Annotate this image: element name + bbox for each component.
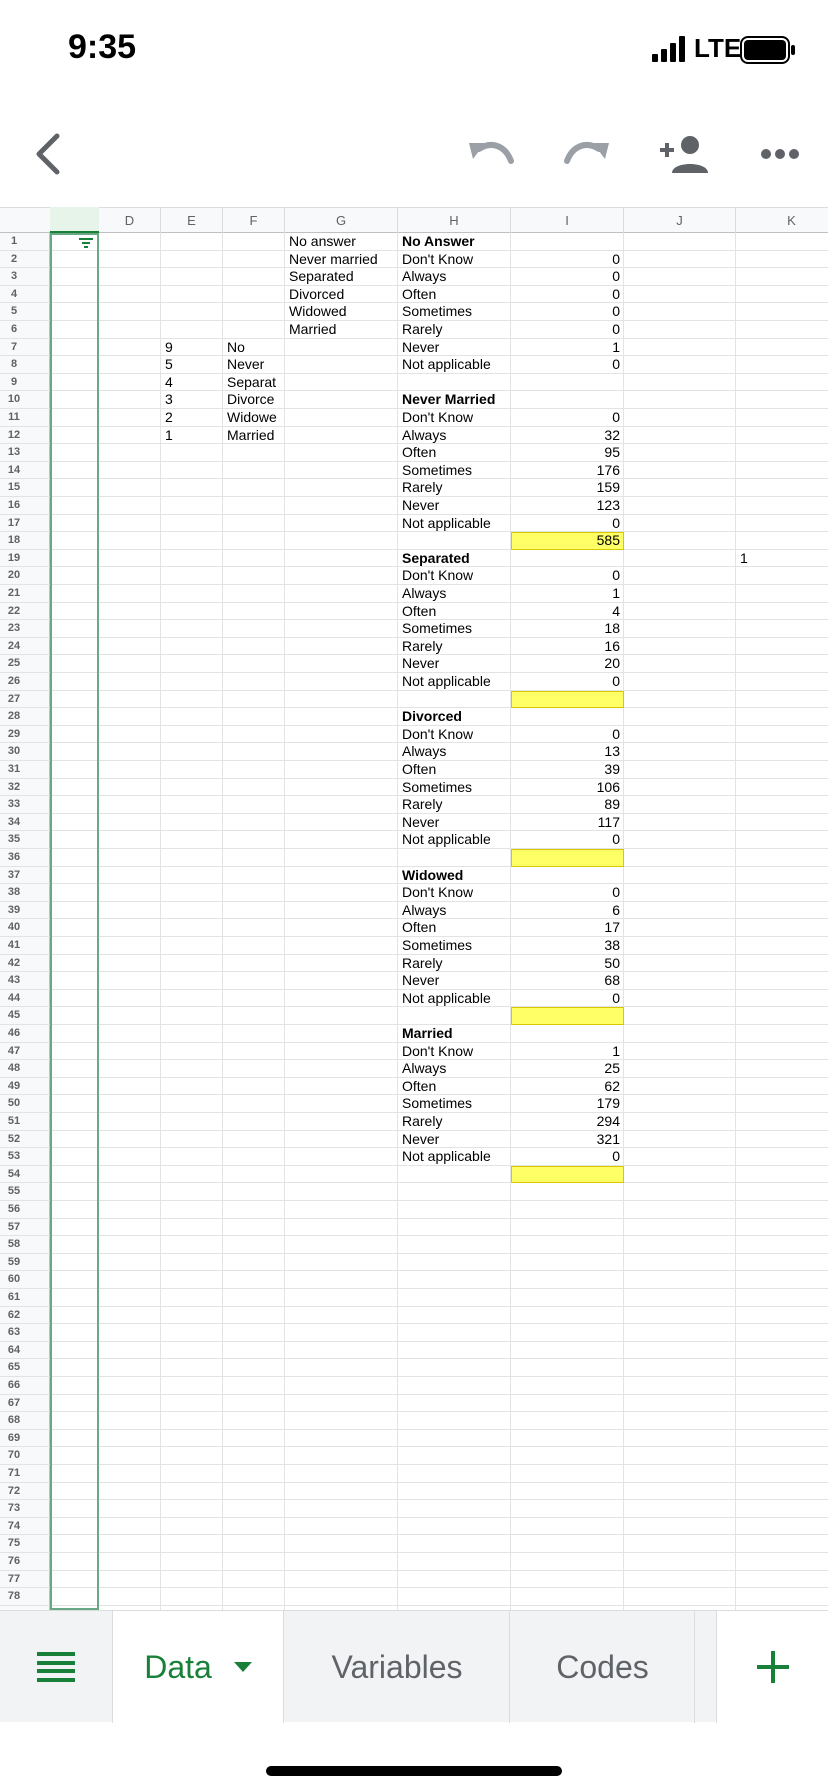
row-header-3[interactable]: 3 xyxy=(0,268,50,286)
undo-button[interactable] xyxy=(461,124,521,184)
cell-H39[interactable]: Always xyxy=(402,901,447,918)
cell-I25[interactable]: 20 xyxy=(604,655,620,672)
cell-I7[interactable]: 1 xyxy=(612,338,620,355)
row-header-15[interactable]: 15 xyxy=(0,479,50,497)
spreadsheet-grid[interactable] xyxy=(0,207,828,1610)
row-header-25[interactable]: 25 xyxy=(0,655,50,673)
row-header-77[interactable]: 77 xyxy=(0,1571,50,1589)
row-gridline xyxy=(50,1517,828,1518)
cell-H17[interactable]: Not applicable xyxy=(402,514,491,531)
cell-H5[interactable]: Sometimes xyxy=(402,303,473,320)
cell-H47[interactable]: Don't Know xyxy=(402,1042,474,1059)
row-gridline xyxy=(50,1253,828,1254)
chevron-down-icon xyxy=(234,1662,252,1672)
cell-I50[interactable]: 179 xyxy=(596,1095,620,1112)
network-label: LTE xyxy=(694,33,742,63)
cell-I34[interactable]: 117 xyxy=(597,813,620,830)
cell-H40[interactable]: Often xyxy=(402,919,437,936)
cell-I12[interactable]: 32 xyxy=(604,426,620,443)
status-bar xyxy=(0,0,828,100)
tab-data[interactable] xyxy=(112,1611,284,1723)
cell-E10[interactable]: 3 xyxy=(165,391,173,408)
cell-H22[interactable]: Often xyxy=(402,602,437,619)
row-header-30[interactable]: 30 xyxy=(0,743,50,761)
share-button[interactable] xyxy=(654,124,714,184)
row-header-55[interactable]: 55 xyxy=(0,1183,50,1201)
row-gridline xyxy=(50,1376,828,1377)
cell-H31[interactable]: Often xyxy=(402,761,437,777)
cell-H50[interactable]: Sometimes xyxy=(402,1095,473,1112)
cell-I51[interactable]: 294 xyxy=(596,1113,620,1129)
row-header-22[interactable]: 22 xyxy=(0,603,50,621)
column-gridline xyxy=(735,233,736,1610)
cell-H10[interactable]: Never Married xyxy=(402,391,496,408)
cell-I18[interactable]: 585 xyxy=(596,532,620,549)
cell-H24[interactable]: Rarely xyxy=(402,637,443,654)
cells-area[interactable] xyxy=(50,233,828,1610)
row-header-33[interactable]: 33 xyxy=(0,796,50,814)
row-header-bar xyxy=(0,233,50,1610)
cell-I23[interactable]: 18 xyxy=(604,620,620,637)
row-gridline xyxy=(50,1499,828,1500)
undo-icon xyxy=(467,139,515,169)
cell-E11[interactable]: 2 xyxy=(165,409,173,425)
cell-I39[interactable]: 6 xyxy=(612,901,620,918)
cell-H33[interactable]: Rarely xyxy=(402,796,443,813)
cell-I29[interactable]: 0 xyxy=(612,725,620,742)
row-header-24[interactable]: 24 xyxy=(0,638,50,656)
row-gridline xyxy=(50,1218,828,1219)
row-header-56[interactable]: 56 xyxy=(0,1201,50,1219)
row-header-28[interactable]: 28 xyxy=(0,708,50,726)
column-header-H[interactable]: H xyxy=(398,208,511,233)
cell-I3[interactable]: 0 xyxy=(612,268,620,285)
cell-H51[interactable]: Rarely xyxy=(402,1113,443,1129)
tab-codes-label: Codes xyxy=(556,1648,649,1685)
row-gridline xyxy=(50,1552,828,1553)
back-arrow-icon xyxy=(33,132,63,176)
highlighted-total-cell[interactable] xyxy=(511,1007,624,1025)
column-gridline xyxy=(397,233,398,1610)
row-gridline xyxy=(50,1306,828,1307)
row-header-13[interactable]: 13 xyxy=(0,444,50,462)
row-header-5[interactable]: 5 xyxy=(0,303,50,321)
row-header-58[interactable]: 58 xyxy=(0,1236,50,1254)
row-header-36[interactable]: 36 xyxy=(0,849,50,867)
column-header-D[interactable]: D xyxy=(99,208,161,233)
cell-H19[interactable]: Separated xyxy=(402,549,470,566)
cell-I48[interactable]: 25 xyxy=(604,1060,620,1077)
cell-H14[interactable]: Sometimes xyxy=(402,461,473,478)
row-header-8[interactable]: 8 xyxy=(0,356,50,374)
row-gridline xyxy=(50,1411,828,1412)
cell-F11[interactable]: Widowe xyxy=(227,409,277,425)
row-header-27[interactable]: 27 xyxy=(0,691,50,709)
row-header-76[interactable]: 76 xyxy=(0,1553,50,1571)
row-header-26[interactable]: 26 xyxy=(0,673,50,691)
selected-column-C[interactable] xyxy=(50,233,99,1610)
redo-icon xyxy=(563,139,611,169)
row-gridline xyxy=(50,1482,828,1483)
cell-G1[interactable]: No answer xyxy=(289,233,356,249)
cell-G6[interactable]: Married xyxy=(289,321,337,337)
cell-I43[interactable]: 68 xyxy=(604,972,620,989)
cell-H21[interactable]: Always xyxy=(402,585,447,601)
row-header-52[interactable]: 52 xyxy=(0,1131,50,1149)
row-header-46[interactable]: 46 xyxy=(0,1025,50,1043)
cell-G2[interactable]: Never married xyxy=(289,250,378,267)
row-header-41[interactable]: 41 xyxy=(0,937,50,955)
row-header-74[interactable]: 74 xyxy=(0,1518,50,1536)
cell-I44[interactable]: 0 xyxy=(612,989,620,1006)
cell-I2[interactable]: 0 xyxy=(612,250,620,267)
cell-I15[interactable]: 159 xyxy=(596,479,620,496)
cell-I24[interactable]: 16 xyxy=(604,637,620,654)
cell-I8[interactable]: 0 xyxy=(612,356,620,373)
row-header-45[interactable]: 45 xyxy=(0,1007,50,1025)
row-gridline xyxy=(50,1288,828,1289)
add-person-icon xyxy=(658,135,710,173)
row-header-17[interactable]: 17 xyxy=(0,515,50,533)
cell-F9[interactable]: Separat xyxy=(227,373,277,390)
list-menu-icon xyxy=(37,1652,75,1682)
row-header-48[interactable]: 48 xyxy=(0,1060,50,1078)
row-header-40[interactable]: 40 xyxy=(0,919,50,937)
cell-F7[interactable]: No xyxy=(227,338,245,355)
row-header-59[interactable]: 59 xyxy=(0,1254,50,1272)
cell-E7[interactable]: 9 xyxy=(165,338,173,355)
cell-H28[interactable]: Divorced xyxy=(402,708,462,725)
row-gridline xyxy=(50,1464,828,1465)
row-header-67[interactable]: 67 xyxy=(0,1395,50,1413)
row-header-61[interactable]: 61 xyxy=(0,1289,50,1307)
row-header-12[interactable]: 12 xyxy=(0,427,50,445)
row-header-68[interactable]: 68 xyxy=(0,1412,50,1430)
column-header-J[interactable]: J xyxy=(624,208,736,233)
row-header-53[interactable]: 53 xyxy=(0,1148,50,1166)
more-button[interactable] xyxy=(750,124,810,184)
row-header-10[interactable]: 10 xyxy=(0,391,50,409)
row-header-51[interactable]: 51 xyxy=(0,1113,50,1131)
row-gridline xyxy=(50,1429,828,1430)
tab-variables-label: Variables xyxy=(331,1648,463,1685)
column-header-F[interactable]: F xyxy=(223,208,285,233)
row-gridline xyxy=(50,1341,828,1342)
row-header-47[interactable]: 47 xyxy=(0,1043,50,1061)
row-header-21[interactable]: 21 xyxy=(0,585,50,603)
row-header-78[interactable]: 78 xyxy=(0,1588,50,1606)
cell-I52[interactable]: 321 xyxy=(596,1130,620,1147)
cell-I47[interactable]: 1 xyxy=(612,1042,620,1059)
row-gridline xyxy=(50,1323,828,1324)
status-time: 9:35 xyxy=(68,28,137,66)
row-header-54[interactable]: 54 xyxy=(0,1166,50,1184)
cell-H1[interactable]: No Answer xyxy=(402,233,475,249)
row-header-69[interactable]: 69 xyxy=(0,1430,50,1448)
signal-icon xyxy=(652,36,692,62)
cell-H12[interactable]: Always xyxy=(402,426,447,443)
row-header-18[interactable]: 18 xyxy=(0,532,50,550)
highlighted-total-cell[interactable] xyxy=(511,1166,624,1184)
row-header-66[interactable]: 66 xyxy=(0,1377,50,1395)
cell-H25[interactable]: Never xyxy=(402,655,440,672)
home-indicator xyxy=(266,1766,562,1776)
cell-H44[interactable]: Not applicable xyxy=(402,989,491,1006)
cell-H8[interactable]: Not applicable xyxy=(402,356,491,373)
column-gridline xyxy=(160,233,161,1610)
row-header-43[interactable]: 43 xyxy=(0,972,50,990)
row-header-37[interactable]: 37 xyxy=(0,867,50,885)
add-icon xyxy=(757,1651,789,1683)
tab-data-label: Data xyxy=(144,1648,212,1685)
cell-H29[interactable]: Don't Know xyxy=(402,725,474,742)
row-gridline xyxy=(50,1587,828,1588)
cell-I4[interactable]: 0 xyxy=(612,285,620,302)
cell-G5[interactable]: Widowed xyxy=(289,303,347,320)
cell-I11[interactable]: 0 xyxy=(612,409,620,425)
row-header-64[interactable]: 64 xyxy=(0,1342,50,1360)
row-header-38[interactable]: 38 xyxy=(0,884,50,902)
row-header-42[interactable]: 42 xyxy=(0,955,50,973)
row-gridline xyxy=(50,1182,828,1183)
cell-H30[interactable]: Always xyxy=(402,743,447,760)
row-header-6[interactable]: 6 xyxy=(0,321,50,339)
cell-H35[interactable]: Not applicable xyxy=(402,831,491,848)
row-header-72[interactable]: 72 xyxy=(0,1483,50,1501)
cell-I30[interactable]: 13 xyxy=(604,743,620,760)
column-header-I[interactable]: I xyxy=(511,208,624,233)
cell-I5[interactable]: 0 xyxy=(612,303,620,320)
cell-I31[interactable]: 39 xyxy=(604,761,620,777)
cell-I40[interactable]: 17 xyxy=(604,919,620,936)
row-header-75[interactable]: 75 xyxy=(0,1535,50,1553)
cell-F10[interactable]: Divorce xyxy=(227,391,275,408)
row-header-62[interactable]: 62 xyxy=(0,1307,50,1325)
row-gridline xyxy=(50,1235,828,1236)
row-header-29[interactable]: 29 xyxy=(0,726,50,744)
row-header-57[interactable]: 57 xyxy=(0,1219,50,1237)
row-gridline xyxy=(50,1394,828,1395)
row-header-32[interactable]: 32 xyxy=(0,779,50,797)
cell-H16[interactable]: Never xyxy=(402,497,440,513)
row-header-60[interactable]: 60 xyxy=(0,1271,50,1289)
row-header-65[interactable]: 65 xyxy=(0,1359,50,1377)
column-header-bar xyxy=(0,207,828,233)
cell-H23[interactable]: Sometimes xyxy=(402,620,473,637)
cell-I26[interactable]: 0 xyxy=(612,673,620,689)
row-header-31[interactable]: 31 xyxy=(0,761,50,779)
redo-button[interactable] xyxy=(557,124,617,184)
cell-I14[interactable]: 176 xyxy=(596,461,620,478)
cell-I38[interactable]: 0 xyxy=(612,884,620,901)
highlighted-total-cell[interactable] xyxy=(511,691,624,709)
row-gridline xyxy=(50,1570,828,1571)
cell-H46[interactable]: Married xyxy=(402,1025,453,1041)
cell-I16[interactable]: 123 xyxy=(596,497,620,513)
cell-H38[interactable]: Don't Know xyxy=(402,884,474,901)
cell-H20[interactable]: Don't Know xyxy=(402,567,474,584)
row-header-23[interactable]: 23 xyxy=(0,620,50,638)
cell-H41[interactable]: Sometimes xyxy=(402,937,473,953)
row-gridline xyxy=(50,1358,828,1359)
cell-H53[interactable]: Not applicable xyxy=(402,1148,491,1165)
row-header-16[interactable]: 16 xyxy=(0,497,50,515)
cell-I42[interactable]: 50 xyxy=(604,954,620,971)
cell-H42[interactable]: Rarely xyxy=(402,954,443,971)
cell-H49[interactable]: Often xyxy=(402,1077,437,1094)
row-gridline xyxy=(50,1200,828,1201)
row-header-39[interactable]: 39 xyxy=(0,902,50,920)
cell-H43[interactable]: Never xyxy=(402,972,440,989)
tab-codes[interactable] xyxy=(511,1611,695,1723)
cell-I13[interactable]: 95 xyxy=(604,444,620,461)
cell-I49[interactable]: 62 xyxy=(604,1077,620,1094)
cell-H26[interactable]: Not applicable xyxy=(402,673,491,689)
cell-E8[interactable]: 5 xyxy=(165,356,173,373)
column-header-G[interactable]: G xyxy=(285,208,398,233)
back-button[interactable] xyxy=(18,124,78,184)
row-header-70[interactable]: 70 xyxy=(0,1447,50,1465)
cell-H11[interactable]: Don't Know xyxy=(402,409,474,425)
cell-G3[interactable]: Separated xyxy=(289,268,354,285)
sheet-tabs-bar xyxy=(0,1610,828,1722)
row-gridline xyxy=(50,1534,828,1535)
cell-H7[interactable]: Never xyxy=(402,338,440,355)
row-gridline xyxy=(50,1446,828,1447)
cell-I20[interactable]: 0 xyxy=(612,567,620,584)
row-header-9[interactable]: 9 xyxy=(0,374,50,392)
cell-I22[interactable]: 4 xyxy=(612,602,620,619)
row-header-4[interactable]: 4 xyxy=(0,286,50,304)
cell-I53[interactable]: 0 xyxy=(612,1148,620,1165)
column-header-K[interactable]: K xyxy=(736,208,828,233)
column-header-E[interactable]: E xyxy=(161,208,223,233)
all-sheets-button[interactable] xyxy=(0,1611,112,1723)
cell-F12[interactable]: Married xyxy=(227,426,275,443)
column-header-C[interactable] xyxy=(50,207,99,233)
cell-I33[interactable]: 89 xyxy=(604,796,620,813)
cell-H4[interactable]: Often xyxy=(402,285,437,302)
row-header-14[interactable]: 14 xyxy=(0,462,50,480)
cell-I35[interactable]: 0 xyxy=(612,831,620,848)
cell-H52[interactable]: Never xyxy=(402,1130,440,1147)
cell-H6[interactable]: Rarely xyxy=(402,321,443,337)
cell-I6[interactable]: 0 xyxy=(612,321,620,337)
highlighted-total-cell[interactable] xyxy=(511,849,624,867)
toolbar xyxy=(0,100,828,208)
row-gridline xyxy=(50,1605,828,1606)
more-horizontal-icon xyxy=(760,148,800,160)
row-header-49[interactable]: 49 xyxy=(0,1078,50,1096)
row-header-20[interactable]: 20 xyxy=(0,567,50,585)
cell-I17[interactable]: 0 xyxy=(612,514,620,531)
cell-H37[interactable]: Widowed xyxy=(402,866,464,883)
tab-variables[interactable] xyxy=(285,1611,510,1723)
cell-H32[interactable]: Sometimes xyxy=(402,778,473,795)
row-header-34[interactable]: 34 xyxy=(0,814,50,832)
cell-H34[interactable]: Never xyxy=(402,813,440,830)
row-header-63[interactable]: 63 xyxy=(0,1324,50,1342)
cell-G4[interactable]: Divorced xyxy=(289,285,345,302)
cell-H15[interactable]: Rarely xyxy=(402,479,443,496)
cell-H48[interactable]: Always xyxy=(402,1060,447,1077)
cell-E12[interactable]: 1 xyxy=(165,426,173,443)
cell-H3[interactable]: Always xyxy=(402,268,447,285)
row-header-35[interactable]: 35 xyxy=(0,831,50,849)
row-header-7[interactable]: 7 xyxy=(0,339,50,357)
add-sheet-button[interactable] xyxy=(716,1611,828,1723)
cell-F8[interactable]: Never xyxy=(227,356,265,373)
cell-I41[interactable]: 38 xyxy=(604,937,620,953)
cell-H13[interactable]: Often xyxy=(402,444,437,461)
row-header-73[interactable]: 73 xyxy=(0,1500,50,1518)
cell-E9[interactable]: 4 xyxy=(165,373,173,390)
row-header-50[interactable]: 50 xyxy=(0,1095,50,1113)
row-header-44[interactable]: 44 xyxy=(0,990,50,1008)
cell-I32[interactable]: 106 xyxy=(596,778,620,795)
cell-I21[interactable]: 1 xyxy=(612,585,620,601)
cell-H2[interactable]: Don't Know xyxy=(402,250,474,267)
row-header-19[interactable]: 19 xyxy=(0,550,50,568)
row-header-1[interactable]: 1 xyxy=(0,233,50,251)
row-header-2[interactable]: 2 xyxy=(0,251,50,269)
row-header-71[interactable]: 71 xyxy=(0,1465,50,1483)
battery-icon xyxy=(740,36,796,64)
filter-icon xyxy=(79,238,93,248)
row-gridline xyxy=(50,1270,828,1271)
cell-K19[interactable]: 1 xyxy=(740,549,748,566)
row-header-11[interactable]: 11 xyxy=(0,409,50,427)
